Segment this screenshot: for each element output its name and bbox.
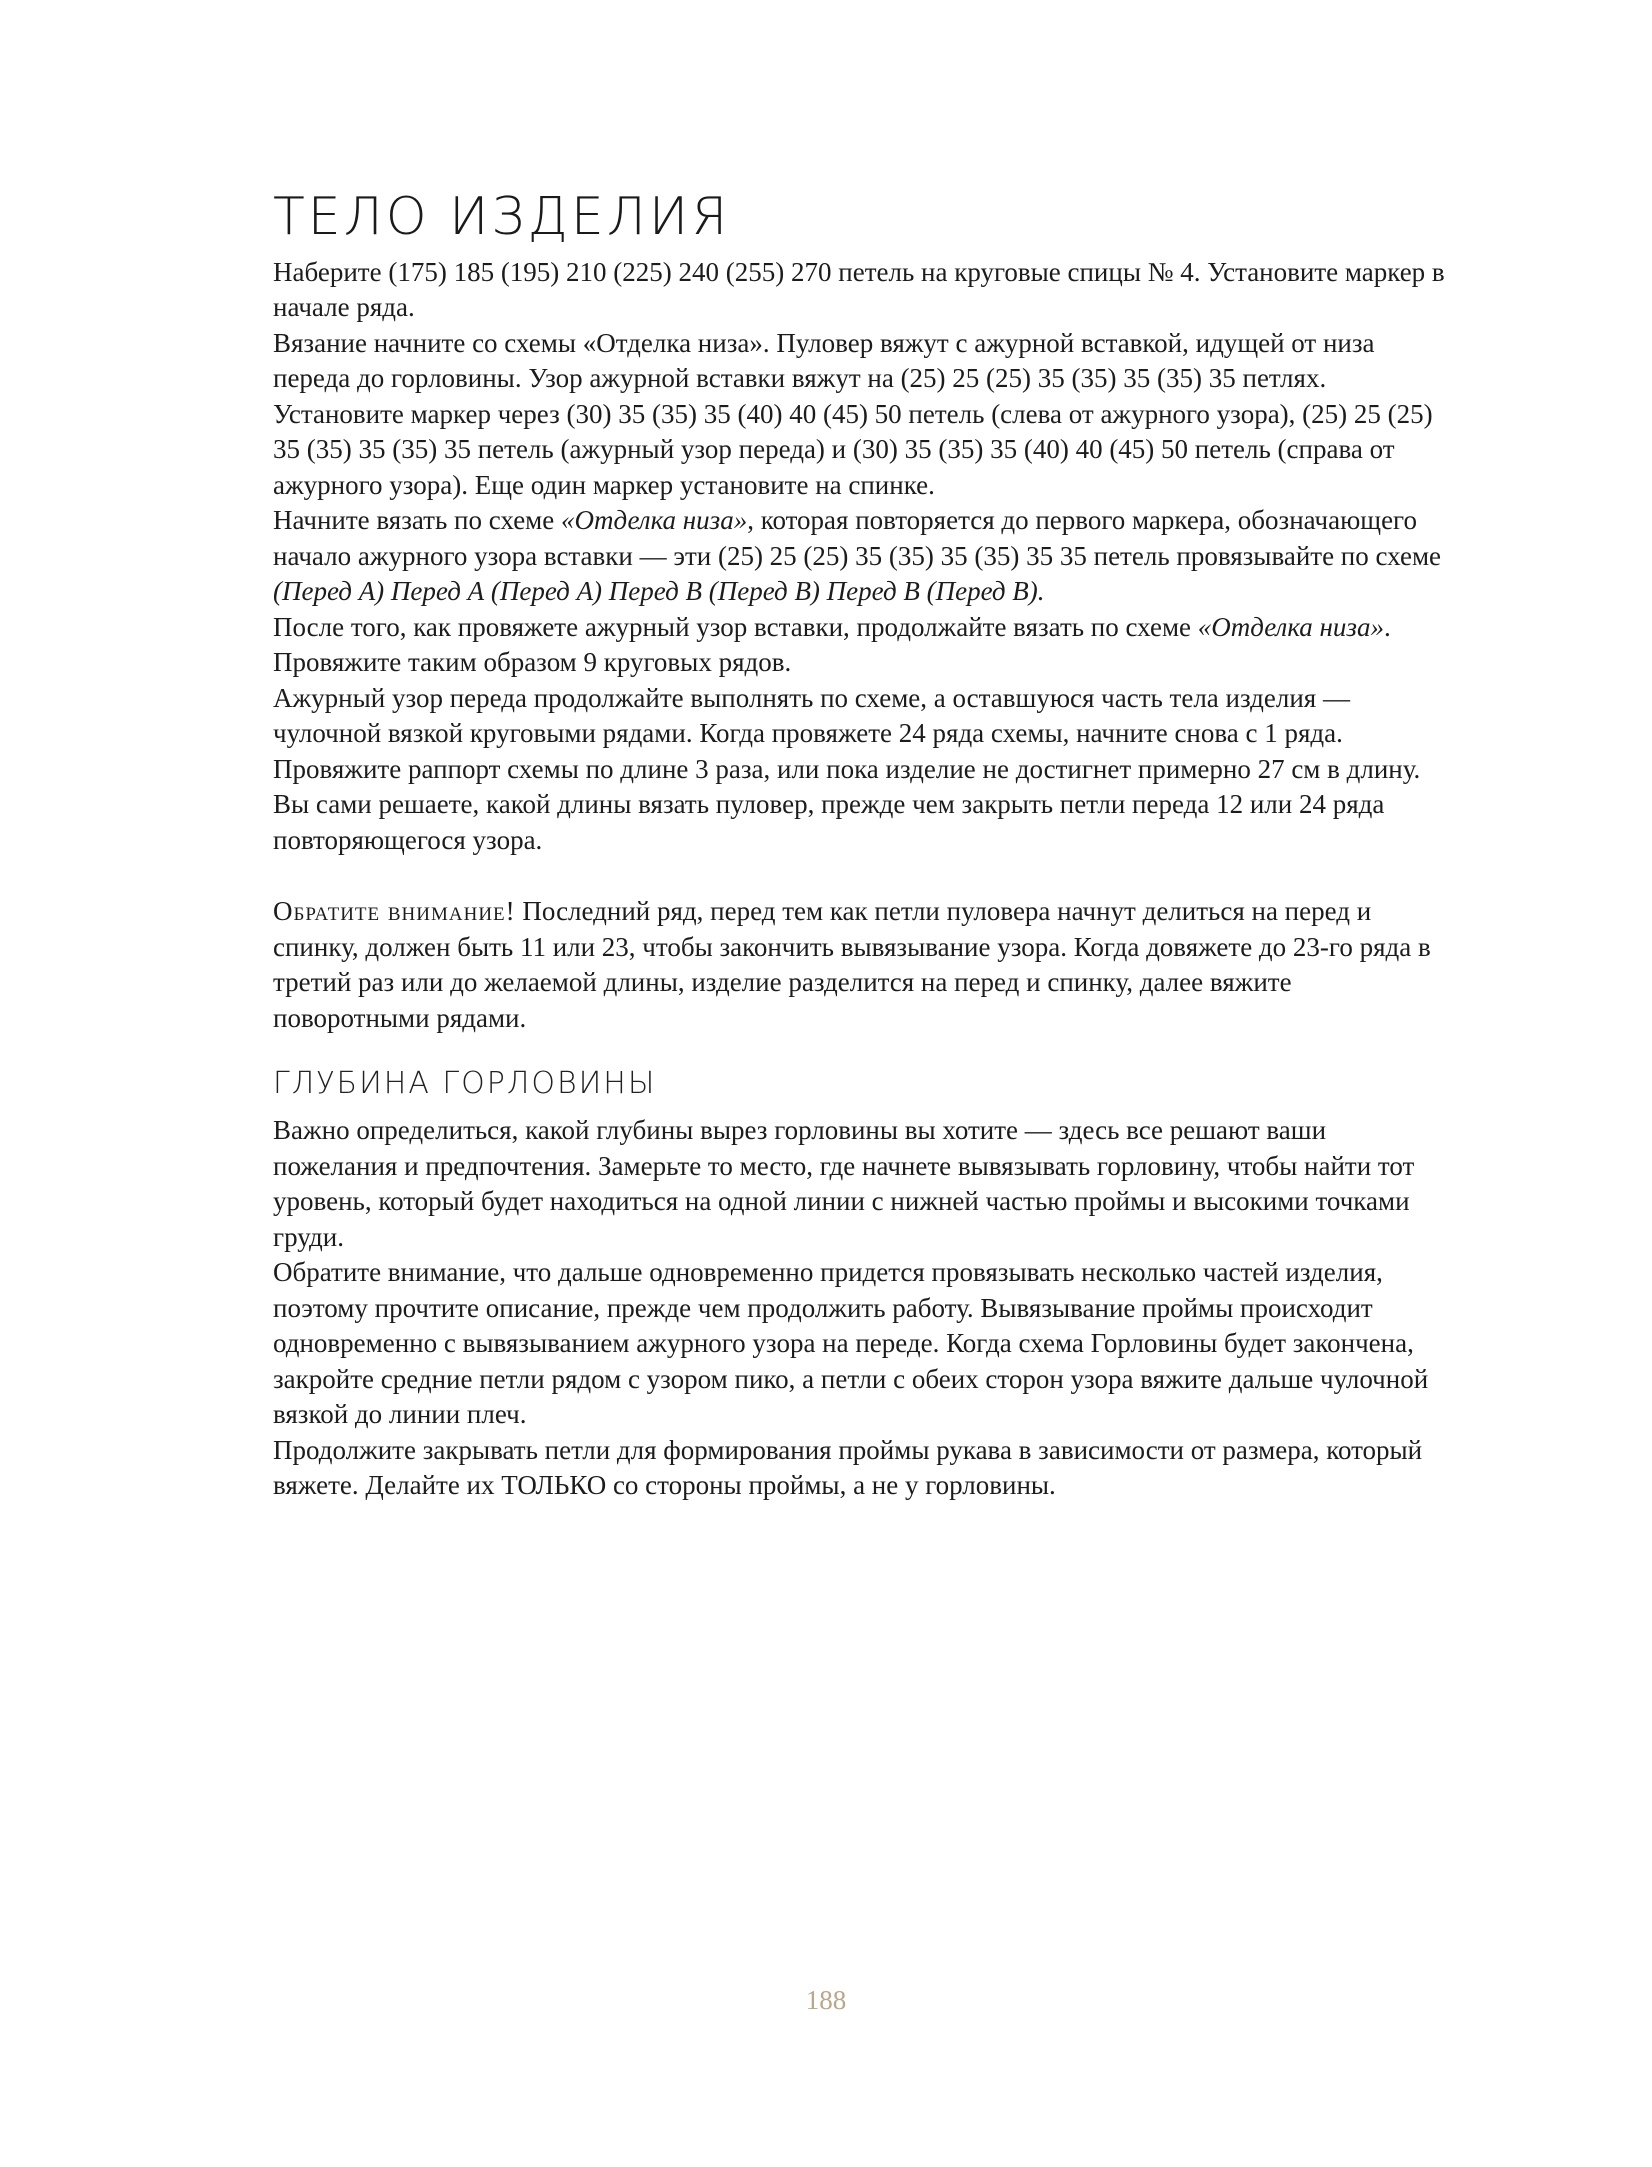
page-number: 188 [805,1985,847,2015]
paragraph-start-scheme: Вязание начните со схемы «Отделка низа». Пуловер вяжут с ажурной вставкой, идущей от низа переда до горловины. Узор ажурной вставки вяжут на (25) 25 (25) 35 (35) 35 (35) 35 петлях. [273,327,1375,394]
scheme-name: «Отделка низа» [561,505,748,536]
page-content [273,187,1453,1504]
text-run: , которая повторяется до первого маркера, обозначающего начало ажурного узора вставки — эти (25) 25 (25) 35 (35) 35 (35) 35 35 петель провязывайте по схеме [273,505,1442,571]
paragraph-neckline-note: Обратите внимание, что дальше одновременно придется провязывать несколько частей изделия, поэтому прочтите описание, прежде чем продолжить работу. Вывязывание проймы происходит одновременно с вывязыванием ажурного узора на переде. Когда схема Горловины будет закончена, закройте средние петли рядом с узором пико, а петли с обеих сторон узора вяжите дальше чулочной вязкой до линии плеч. [273,1257,1429,1430]
paragraph-lace-pattern: Ажурный узор переда продолжайте выполнять по схеме, а оставшуюся часть тела изделия — чулочной вязкой круговыми рядами. Когда провяжете 24 ряда схемы, начните снова с 1 ряда. Провяжите раппорт схемы по длине 3 раза, или пока изделие не достигнет примерно 27 см в длину. Вы сами решаете, какой длины вязать пуловер, прежде чем закрыть петли переда 12 или 24 ряда повторяющегося узора. [273,682,1421,855]
text-run: . Провяжите таким образом 9 круговых рядов. [273,611,1391,678]
paragraph-markers: Установите маркер через (30) 35 (35) 35 (40) 40 (45) 50 петель (слева от ажурного узора), (25) 25 (25) 35 (35) 35 (35) 35 петель (ажурный узор переда) и (30) 35 (35) 35 (40) 40 (45) 50 петель (справа от ажурного узора). Еще один маркер установите на спинке. [273,398,1433,500]
scheme-name: «Отделка низа» [1197,611,1384,642]
paragraph-armhole: Продолжите закрывать петли для формирования проймы рукава в зависимости от размера, который вяжете. Делайте их ТОЛЬКО со стороны проймы, а не у горловины. [273,1434,1423,1501]
paragraph-knit-scheme [273,503,1453,610]
paragraph-cast-on: Наберите (175) 185 (195) 210 (225) 240 (255) 270 петель на круговые спицы № 4. Установите маркер в начале ряда. [273,256,1445,323]
section-title-neckline: ГЛУБИНА ГОРЛОВИНЫ [273,1066,657,1102]
text-run: После того, как провяжете ажурный узор вставки, продолжайте вязать по схеме [273,611,1198,642]
text-run: Начните вязать по схеме [273,505,561,536]
paragraph-note [273,894,1453,1036]
page-title: ТЕЛО ИЗДЕЛИЯ [273,187,731,247]
text-run: Последний ряд, перед тем как петли пуловера начнут делиться на перед и спинку, должен быть 11 или 23, чтобы закончить вывязывание узора. Когда довяжете до 23-го ряда в третий раз или до желаемой длины, изделие разделится на перед и спинку, далее вяжите поворотными рядами. [273,896,1431,1033]
note-label: Обратите внимание! [273,896,516,927]
scheme-sizes: (Перед А) Перед А (Перед А) Перед В (Перед В) Перед В (Перед В). [273,576,1045,607]
paragraph-neckline-depth: Важно определиться, какой глубины вырез горловины вы хотите — здесь все решают ваши пожелания и предпочтения. Замерьте то место, где начнете вывязывать горловину, чтобы найти тот уровень, который будет находиться на одной линии с нижней частью проймы и высокими точками груди. [273,1115,1415,1252]
paragraph-continue [273,610,1453,681]
